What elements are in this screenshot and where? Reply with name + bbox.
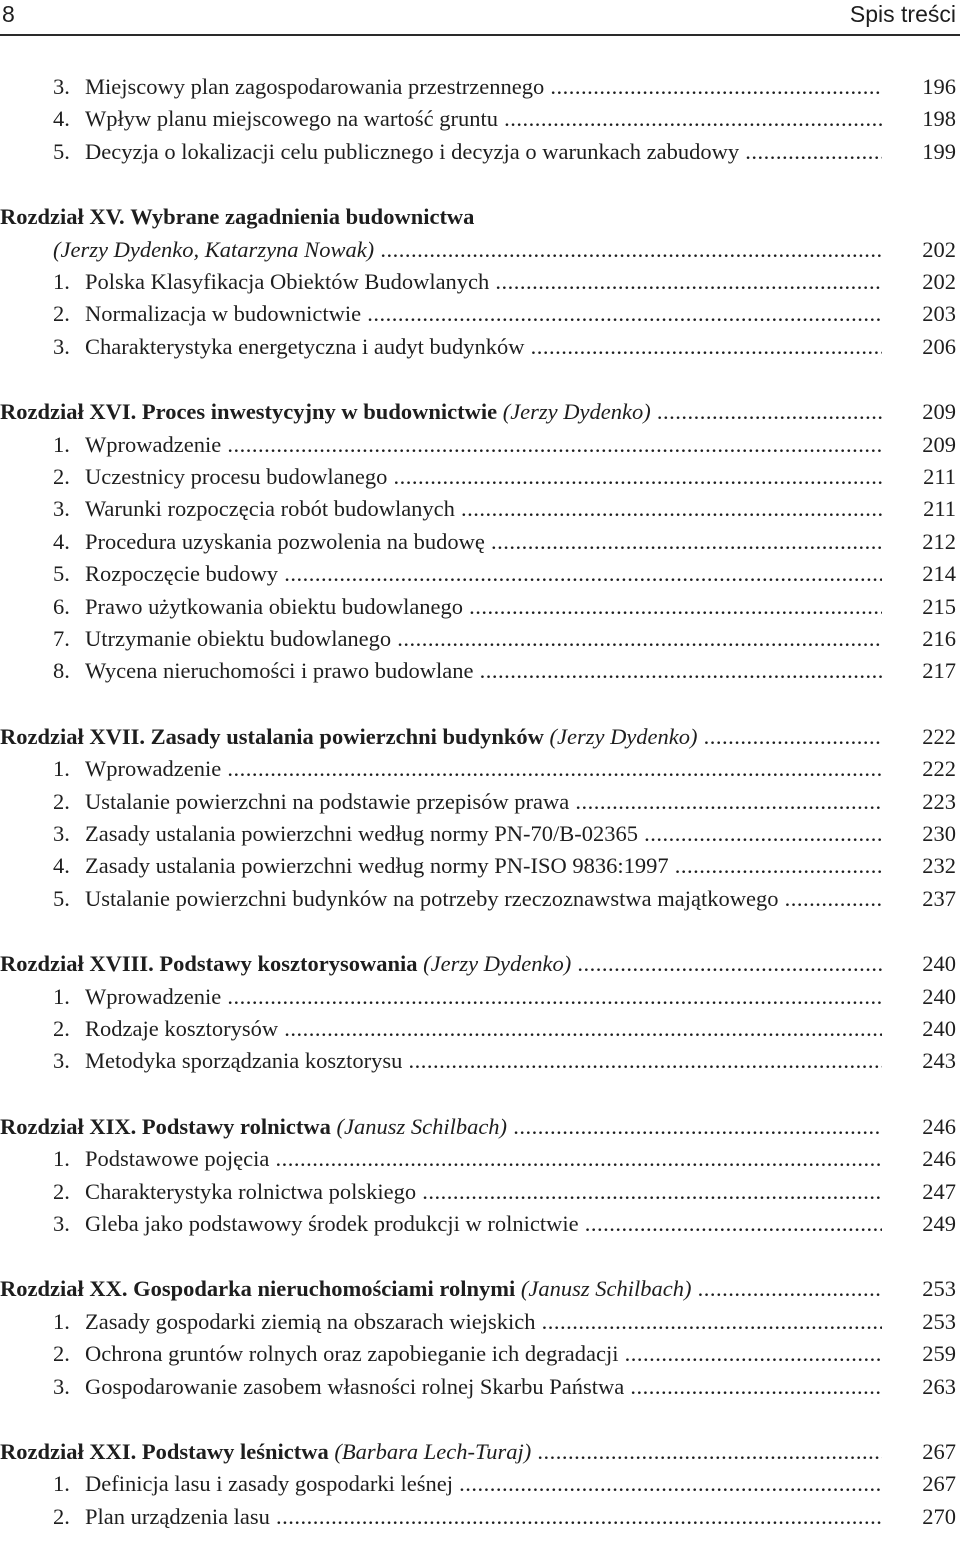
entry-page: 196 xyxy=(922,74,956,99)
toc-entry[interactable] xyxy=(0,786,960,818)
chapter-author: (Jerzy Dydenko) xyxy=(423,951,572,977)
entry-title: Procedura uzyskania pozwolenia na budowę xyxy=(85,528,485,554)
running-head: Spis treści xyxy=(849,1,956,27)
entry-number: 1. xyxy=(53,983,70,1009)
entry-page: 230 xyxy=(922,821,956,846)
entry-title: Rodzaje kosztorysów xyxy=(85,1016,279,1041)
entry-page: 203 xyxy=(922,301,956,327)
chapter-label: Rozdział XXI. xyxy=(0,1439,137,1464)
entry-number: 2. xyxy=(53,1178,70,1204)
entry-leader xyxy=(0,948,882,980)
entry-leader xyxy=(53,1371,882,1403)
entry-page: 209 xyxy=(922,431,956,457)
chapter-page: 202 xyxy=(922,236,956,262)
entry-page: 243 xyxy=(922,1048,956,1074)
entry-page: 240 xyxy=(922,1016,956,1041)
chapter-page: 209 xyxy=(922,399,956,425)
toc-entry[interactable] xyxy=(0,558,960,590)
toc-entry[interactable] xyxy=(0,1468,960,1500)
entry-leader xyxy=(53,786,882,818)
entry-leader xyxy=(53,655,882,687)
toc-entry[interactable] xyxy=(0,1306,960,1338)
chapter-heading[interactable] xyxy=(0,1111,960,1143)
entry-title: Plan urządzenia lasu xyxy=(85,1503,270,1529)
chapter-page: 253 xyxy=(922,1276,956,1302)
toc-entry[interactable] xyxy=(0,1338,960,1370)
toc-entry[interactable] xyxy=(0,818,960,850)
entry-number: 3. xyxy=(53,1211,70,1236)
toc-entry[interactable] xyxy=(0,591,960,623)
toc-entry[interactable] xyxy=(0,429,960,461)
entry-number: 4. xyxy=(53,853,70,879)
chapter-label: Rozdział XX. xyxy=(0,1276,128,1302)
toc-entry[interactable] xyxy=(0,136,960,168)
entry-leader xyxy=(53,1501,882,1533)
entry-page: 240 xyxy=(922,983,956,1009)
entry-page: 215 xyxy=(922,593,956,619)
toc-entry[interactable] xyxy=(0,1045,960,1077)
entry-leader xyxy=(0,721,882,753)
chapter-label: Rozdział XIX. xyxy=(0,1113,137,1139)
entry-number: 1. xyxy=(53,1146,70,1172)
chapter-page: 246 xyxy=(922,1113,956,1139)
chapter-label: Rozdział XVII. xyxy=(0,723,145,749)
entry-leader xyxy=(53,1208,882,1240)
entry-leader xyxy=(53,493,882,525)
chapter-title: Podstawy leśnictwa xyxy=(141,1439,329,1464)
chapter-author: (Janusz Schilbach) xyxy=(520,1276,692,1302)
chapter-author: (Jerzy Dydenko) xyxy=(549,723,698,749)
entry-leader xyxy=(53,1045,882,1077)
entry-leader xyxy=(53,818,882,850)
entry-page: 216 xyxy=(922,626,956,651)
entry-page: 270 xyxy=(922,1503,956,1529)
entry-leader xyxy=(0,1436,882,1468)
entry-leader xyxy=(53,71,882,103)
toc-entry[interactable] xyxy=(0,298,960,330)
chapter-title: Wybrane zagadnienia budownictwa xyxy=(130,204,475,230)
page-number: 8 xyxy=(2,1,15,27)
chapter-title: Podstawy rolnictwa xyxy=(141,1113,331,1139)
toc-entry[interactable] xyxy=(0,331,960,363)
entry-title: Normalizacja w budownictwie xyxy=(85,301,362,327)
chapter-author-line[interactable] xyxy=(0,234,960,266)
entry-page: 199 xyxy=(922,138,956,164)
entry-page: 259 xyxy=(922,1341,956,1367)
entry-leader xyxy=(53,1013,882,1045)
entry-number: 3. xyxy=(53,496,70,522)
toc-entry[interactable] xyxy=(0,981,960,1013)
toc-entry[interactable] xyxy=(0,1143,960,1175)
entry-title: Gleba jako podstawowy środek produkcji w rolnictwie xyxy=(85,1211,579,1236)
toc-entry[interactable] xyxy=(0,493,960,525)
entry-leader xyxy=(53,331,882,363)
entry-title: Wycena nieruchomości i prawo budowlane xyxy=(85,658,474,684)
entry-page: 217 xyxy=(922,658,956,684)
entry-leader xyxy=(53,623,882,655)
entry-page: 212 xyxy=(922,528,956,554)
entry-number: 7. xyxy=(53,626,70,651)
chapter-heading[interactable] xyxy=(0,948,960,980)
entry-page: 211 xyxy=(923,464,956,489)
entry-number: 3. xyxy=(53,821,70,846)
toc-entry[interactable] xyxy=(0,623,960,655)
chapter-heading[interactable] xyxy=(0,396,960,428)
entry-leader xyxy=(53,429,882,461)
toc-entry[interactable] xyxy=(0,753,960,785)
entry-number: 2. xyxy=(53,1341,70,1367)
entry-number: 1. xyxy=(53,269,70,294)
entry-page: 246 xyxy=(922,1146,956,1172)
entry-title: Decyzja o lokalizacji celu publicznego i decyzja o warunkach zabudowy xyxy=(85,138,740,164)
entry-number: 2. xyxy=(53,1503,70,1529)
entry-page: 249 xyxy=(922,1211,956,1236)
entry-leader xyxy=(53,526,882,558)
entry-title: Podstawowe pojęcia xyxy=(85,1146,270,1172)
entry-number: 3. xyxy=(53,1048,70,1074)
entry-leader xyxy=(53,981,882,1013)
entry-title: Wprowadzenie xyxy=(85,756,222,782)
entry-number: 1. xyxy=(53,1471,70,1497)
entry-number: 5. xyxy=(53,885,70,911)
toc-entry[interactable] xyxy=(0,1501,960,1533)
entry-number: 5. xyxy=(53,561,70,587)
entry-leader xyxy=(53,234,882,266)
entry-page: 237 xyxy=(922,885,956,911)
chapter-heading[interactable] xyxy=(0,1436,960,1468)
entry-title: Zasady gospodarki ziemią na obszarach wiejskich xyxy=(85,1308,536,1334)
entry-leader xyxy=(53,1143,882,1175)
entry-title: Ochrona gruntów rolnych oraz zapobieganie ich degradacji xyxy=(85,1341,619,1367)
toc-entry[interactable] xyxy=(0,850,960,882)
entry-leader xyxy=(53,298,882,330)
entry-title: Prawo użytkowania obiektu budowlanego xyxy=(85,593,464,619)
toc-entry[interactable] xyxy=(0,103,960,135)
entry-number: 2. xyxy=(53,788,70,814)
entry-number: 8. xyxy=(53,658,70,684)
entry-leader xyxy=(53,883,882,915)
entry-leader xyxy=(53,850,882,882)
entry-page: 267 xyxy=(922,1471,956,1497)
chapter-page: 267 xyxy=(922,1439,956,1464)
entry-number: 2. xyxy=(53,301,70,327)
entry-page: 232 xyxy=(922,853,956,879)
toc-entry[interactable] xyxy=(0,71,960,103)
entry-leader xyxy=(53,136,882,168)
toc-entry[interactable] xyxy=(0,1208,960,1240)
toc-entry[interactable] xyxy=(0,266,960,298)
entry-page: 211 xyxy=(923,496,956,522)
entry-page: 263 xyxy=(922,1373,956,1399)
entry-number: 5. xyxy=(53,138,70,164)
chapter-title: Zasady ustalania powierzchni budynków xyxy=(150,723,544,749)
chapter-heading[interactable] xyxy=(0,721,960,753)
chapter-title: Podstawy kosztorysowania xyxy=(159,951,418,977)
entry-title: Ustalanie powierzchni budynków na potrzeby rzeczoznawstwa majątkowego xyxy=(85,885,779,911)
chapter-author: (Jerzy Dydenko, Katarzyna Nowak) xyxy=(53,236,375,262)
entry-leader xyxy=(53,753,882,785)
chapter-title: Gospodarka nieruchomościami rolnymi xyxy=(133,1276,516,1302)
chapter-author: (Janusz Schilbach) xyxy=(336,1113,508,1139)
chapter-label: Rozdział XVIII. xyxy=(0,951,154,977)
toc-entry[interactable] xyxy=(0,1371,960,1403)
entry-leader xyxy=(53,1338,882,1370)
entry-leader xyxy=(53,266,882,298)
chapter-author: (Jerzy Dydenko) xyxy=(502,399,651,425)
entry-page: 222 xyxy=(922,756,956,782)
entry-page: 253 xyxy=(922,1308,956,1334)
toc-entry[interactable] xyxy=(0,461,960,493)
entry-leader xyxy=(53,1306,882,1338)
entry-title: Miejscowy plan zagospodarowania przestrzennego xyxy=(85,74,545,99)
page-header xyxy=(0,0,960,36)
entry-number: 2. xyxy=(53,464,70,489)
chapter-page: 240 xyxy=(922,951,956,977)
entry-title: Charakterystyka energetyczna i audyt budynków xyxy=(85,333,525,359)
entry-leader xyxy=(53,558,882,590)
chapter-title: Proces inwestycyjny w budownictwie xyxy=(141,399,498,425)
entry-title: Rozpoczęcie budowy xyxy=(85,561,279,587)
entry-page: 206 xyxy=(922,333,956,359)
entry-leader xyxy=(0,1273,882,1305)
entry-leader xyxy=(53,1468,882,1500)
entry-leader xyxy=(53,103,882,135)
entry-leader xyxy=(53,461,882,493)
entry-title: Warunki rozpoczęcia robót budowlanych xyxy=(85,496,455,522)
entry-page: 214 xyxy=(922,561,956,587)
entry-title: Wprowadzenie xyxy=(85,431,222,457)
entry-number: 2. xyxy=(53,1016,70,1041)
entry-title: Ustalanie powierzchni na podstawie przepisów prawa xyxy=(85,788,570,814)
entry-title: Gospodarowanie zasobem własności rolnej Skarbu Państwa xyxy=(85,1373,625,1399)
entry-number: 3. xyxy=(53,74,70,99)
entry-title: Wpływ planu miejscowego na wartość gruntu xyxy=(85,106,499,132)
entry-page: 202 xyxy=(922,269,956,294)
chapter-label: Rozdział XVI. xyxy=(0,399,137,425)
chapter-heading[interactable] xyxy=(0,1273,960,1305)
entry-title: Definicja lasu i zasady gospodarki leśnej xyxy=(85,1471,454,1497)
entry-number: 4. xyxy=(53,528,70,554)
entry-number: 3. xyxy=(53,1373,70,1399)
entry-title: Wprowadzenie xyxy=(85,983,222,1009)
entry-number: 1. xyxy=(53,756,70,782)
entry-number: 1. xyxy=(53,431,70,457)
entry-leader xyxy=(0,1111,882,1143)
chapter-title-line xyxy=(0,201,474,233)
entry-page: 198 xyxy=(922,106,956,132)
toc-entry[interactable] xyxy=(0,1176,960,1208)
toc-entry[interactable] xyxy=(0,526,960,558)
entry-title: Polska Klasyfikacja Obiektów Budowlanych xyxy=(85,269,490,294)
entry-leader xyxy=(0,396,882,428)
entry-leader xyxy=(53,591,882,623)
entry-title: Zasady ustalania powierzchni według normy PN-ISO 9836:1997 xyxy=(85,853,669,879)
entry-page: 223 xyxy=(922,788,956,814)
entry-number: 4. xyxy=(53,106,70,132)
chapter-label: Rozdział XV. xyxy=(0,204,125,230)
entry-title: Charakterystyka rolnictwa polskiego xyxy=(85,1178,417,1204)
entry-page: 247 xyxy=(922,1178,956,1204)
entry-title: Uczestnicy procesu budowlanego xyxy=(85,464,388,489)
chapter-author: (Barbara Lech-Turaj) xyxy=(334,1439,532,1464)
toc-entry[interactable] xyxy=(0,883,960,915)
chapter-heading[interactable] xyxy=(0,201,960,233)
entry-title: Zasady ustalania powierzchni według normy PN-70/B-02365 xyxy=(85,821,639,846)
entry-leader xyxy=(53,1176,882,1208)
entry-title: Utrzymanie obiektu budowlanego xyxy=(85,626,392,651)
toc-entry[interactable] xyxy=(0,1013,960,1045)
entry-number: 1. xyxy=(53,1308,70,1334)
toc-entry[interactable] xyxy=(0,655,960,687)
entry-number: 3. xyxy=(53,333,70,359)
chapter-page: 222 xyxy=(922,723,956,749)
entry-title: Metodyka sporządzania kosztorysu xyxy=(85,1048,403,1074)
entry-number: 6. xyxy=(53,593,70,619)
